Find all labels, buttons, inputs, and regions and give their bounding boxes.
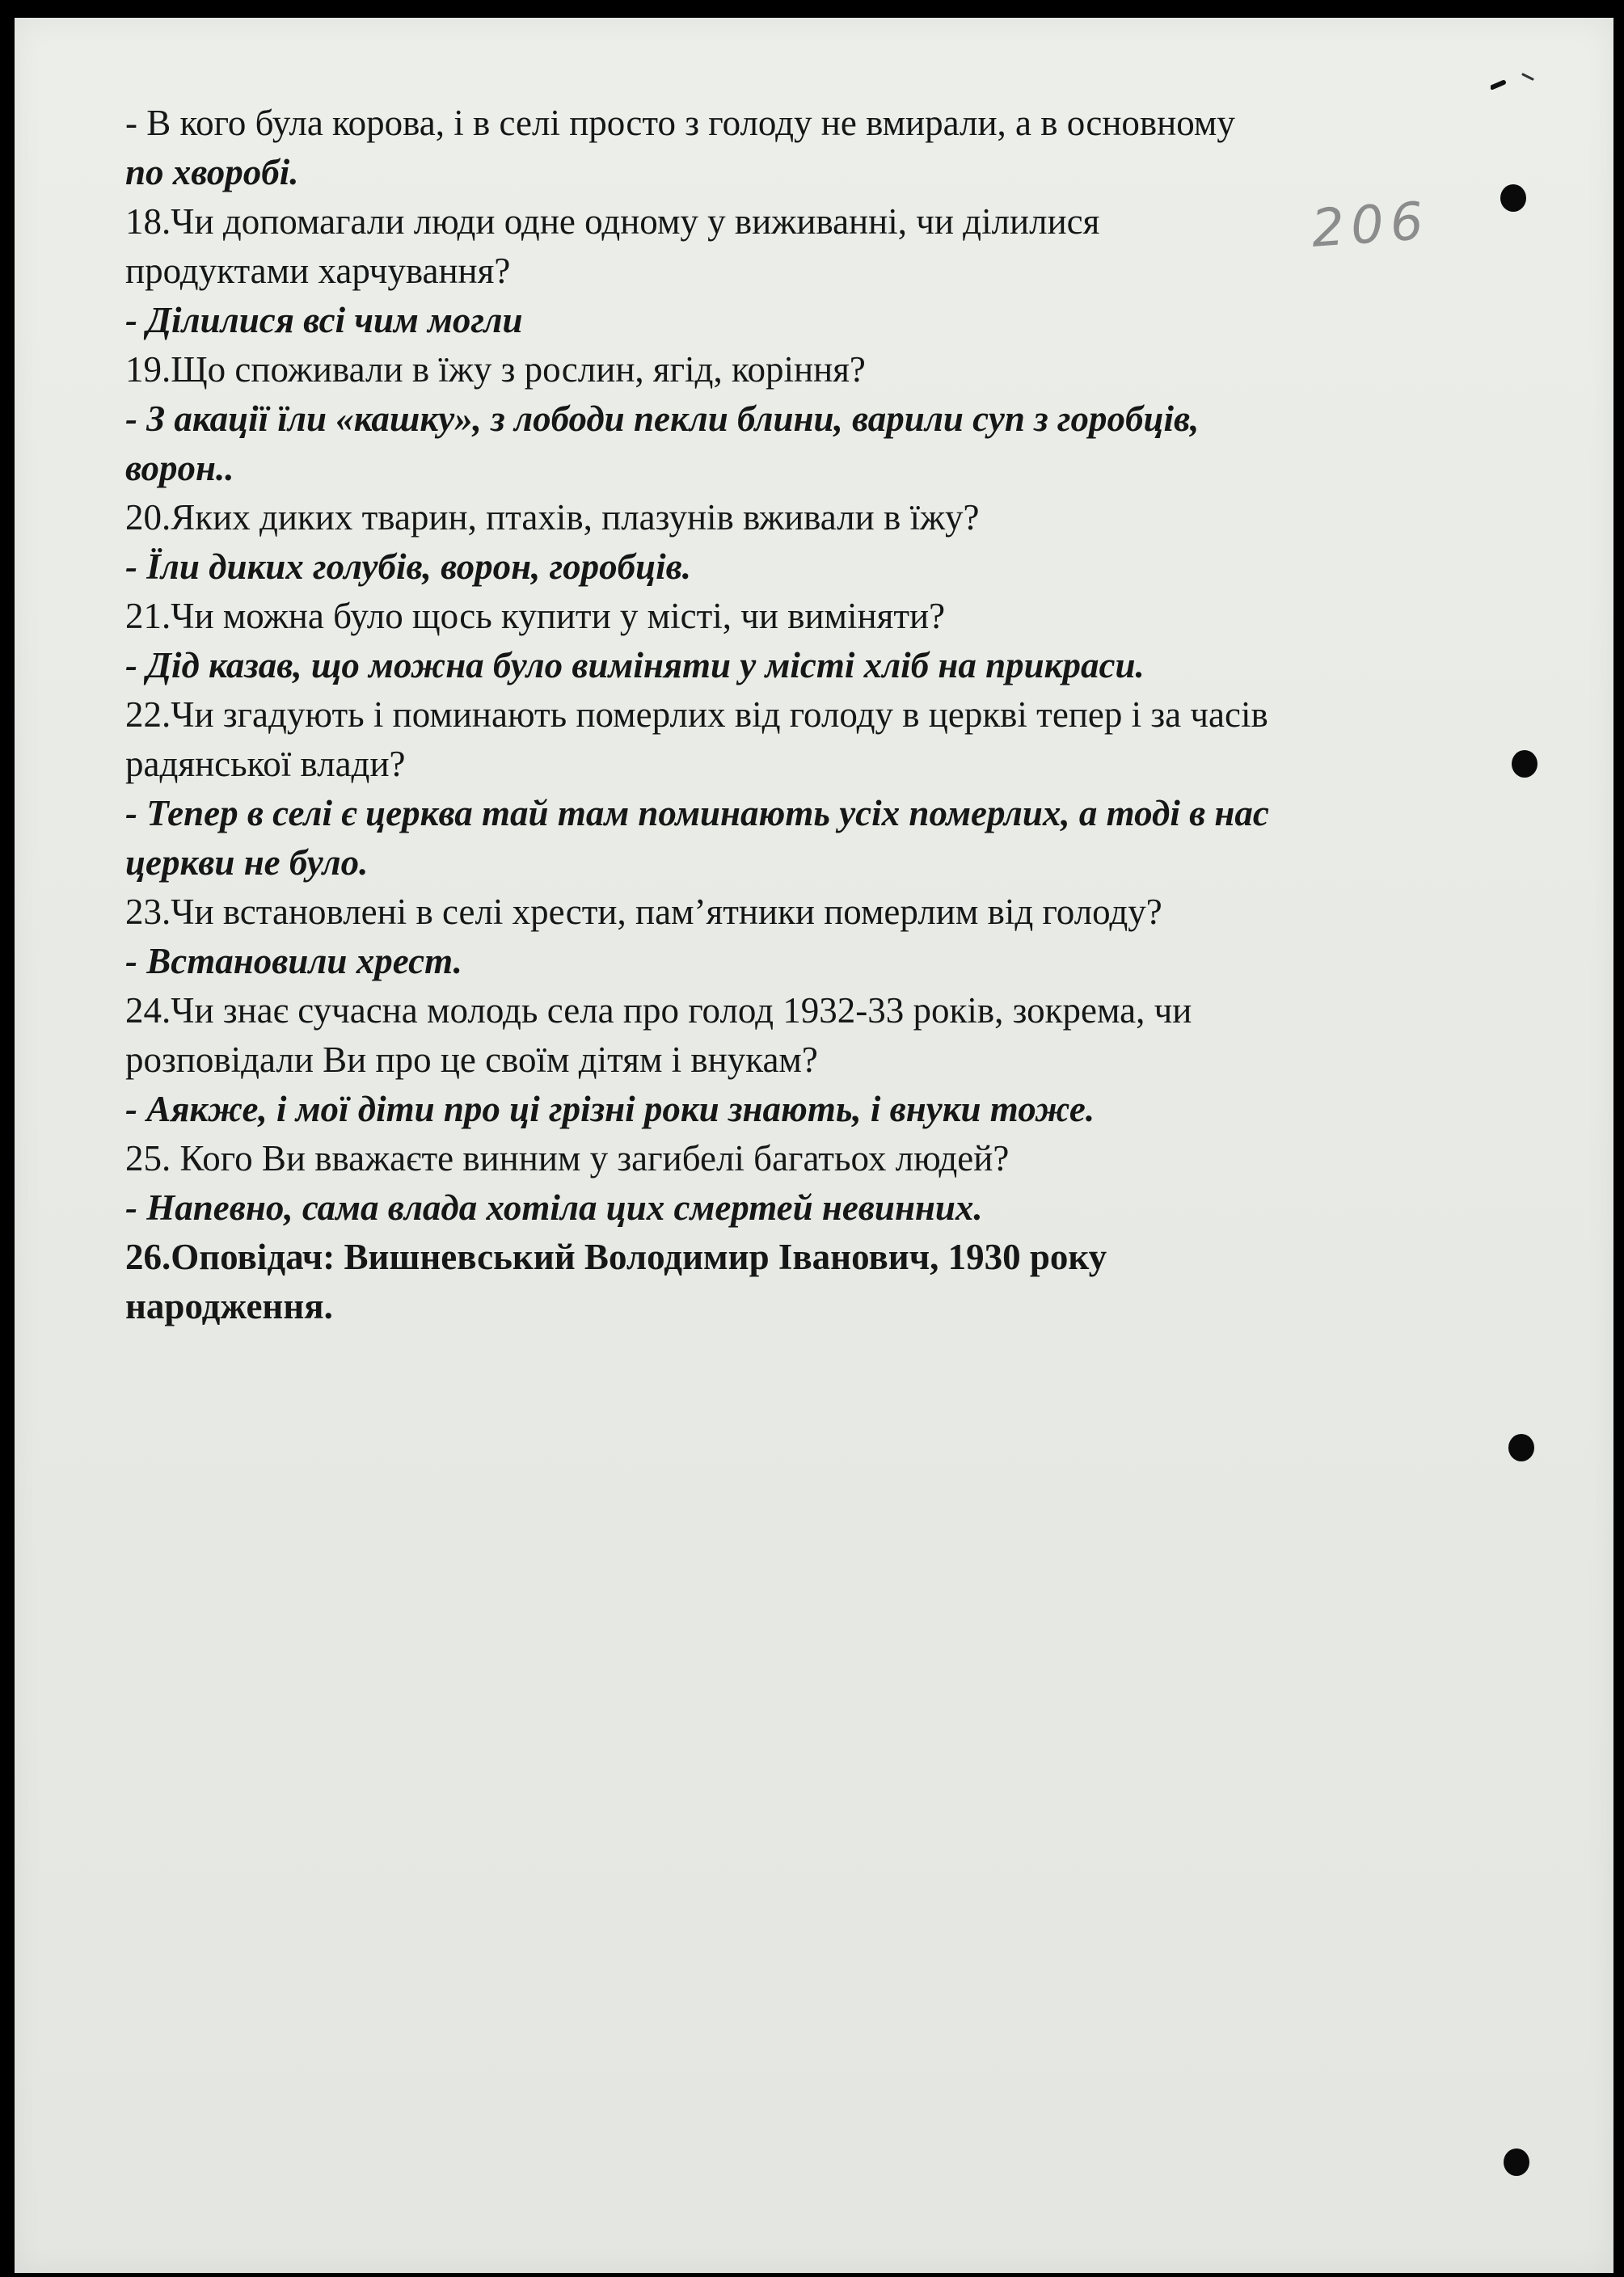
punch-hole xyxy=(1512,750,1538,778)
question-line: 25. Кого Ви вважаєте винним у загибелі багатьох людей? xyxy=(125,1138,1010,1179)
answer-line: - Тепер в селі є церква тай там поминають усіх померлих, а тоді в нас xyxy=(125,793,1269,833)
pen-mark xyxy=(1491,70,1538,91)
answer-line: - З акації їли «кашку», з лободи пекли блини, варили суп з горобців, xyxy=(125,398,1200,439)
punch-hole xyxy=(1504,2148,1529,2176)
answer-line: - Напевно, сама влада хотіла цих смертей невинних. xyxy=(125,1187,983,1228)
question-line: радянської влади? xyxy=(125,744,406,784)
answer-line: - Дід казав, що можна було виміняти у місті хліб на прикраси. xyxy=(125,645,1145,685)
answer-line: - Ділилися всі чим могли xyxy=(125,300,523,340)
answer-line: - Встановили хрест. xyxy=(125,941,462,981)
punch-hole xyxy=(1500,184,1526,212)
question-line: 22.Чи згадують і поминають померлих від голоду в церкві тепер і за часів xyxy=(125,694,1268,735)
punch-hole xyxy=(1508,1434,1534,1461)
question-line: розповідали Ви про це своїм дітям і внукам? xyxy=(125,1039,818,1080)
question-line: 24.Чи знає сучасна молодь села про голод 1932-33 років, зокрема, чи xyxy=(125,990,1192,1031)
question-line: 23.Чи встановлені в селі хрести, пам’ятники померлим від голоду? xyxy=(125,892,1162,932)
answer-line: - В кого була корова, і в селі просто з голоду не вмирали, а в основному xyxy=(125,103,1235,143)
narrator-line: 26.Оповідач: Вишневський Володимир Іванович, 1930 року xyxy=(125,1237,1107,1277)
narrator-line: народження. xyxy=(125,1286,333,1326)
question-line: 21.Чи можна було щось купити у місті, чи виміняти? xyxy=(125,596,946,636)
question-line: продуктами харчування? xyxy=(125,251,511,291)
answer-line: по хворобі. xyxy=(125,152,299,192)
handwritten-page-number: 206 xyxy=(1310,191,1432,259)
question-line: 19.Що споживали в їжу з рослин, ягід, коріння? xyxy=(125,349,866,390)
question-line: 18.Чи допомагали люди одне одному у виживанні, чи ділилися xyxy=(125,201,1100,242)
answer-line: церкви не було. xyxy=(125,842,369,883)
answer-line: ворон.. xyxy=(125,448,234,488)
answer-line: - Аякже, і мої діти про ці грізні роки знають, і внуки тоже. xyxy=(125,1089,1095,1129)
question-line: 20.Яких диких тварин, птахів, плазунів вживали в їжу? xyxy=(125,497,980,538)
paper-sheet xyxy=(15,18,1613,2273)
document-text xyxy=(125,99,1483,1331)
answer-line: - Їли диких голубів, ворон, горобців. xyxy=(125,546,692,587)
